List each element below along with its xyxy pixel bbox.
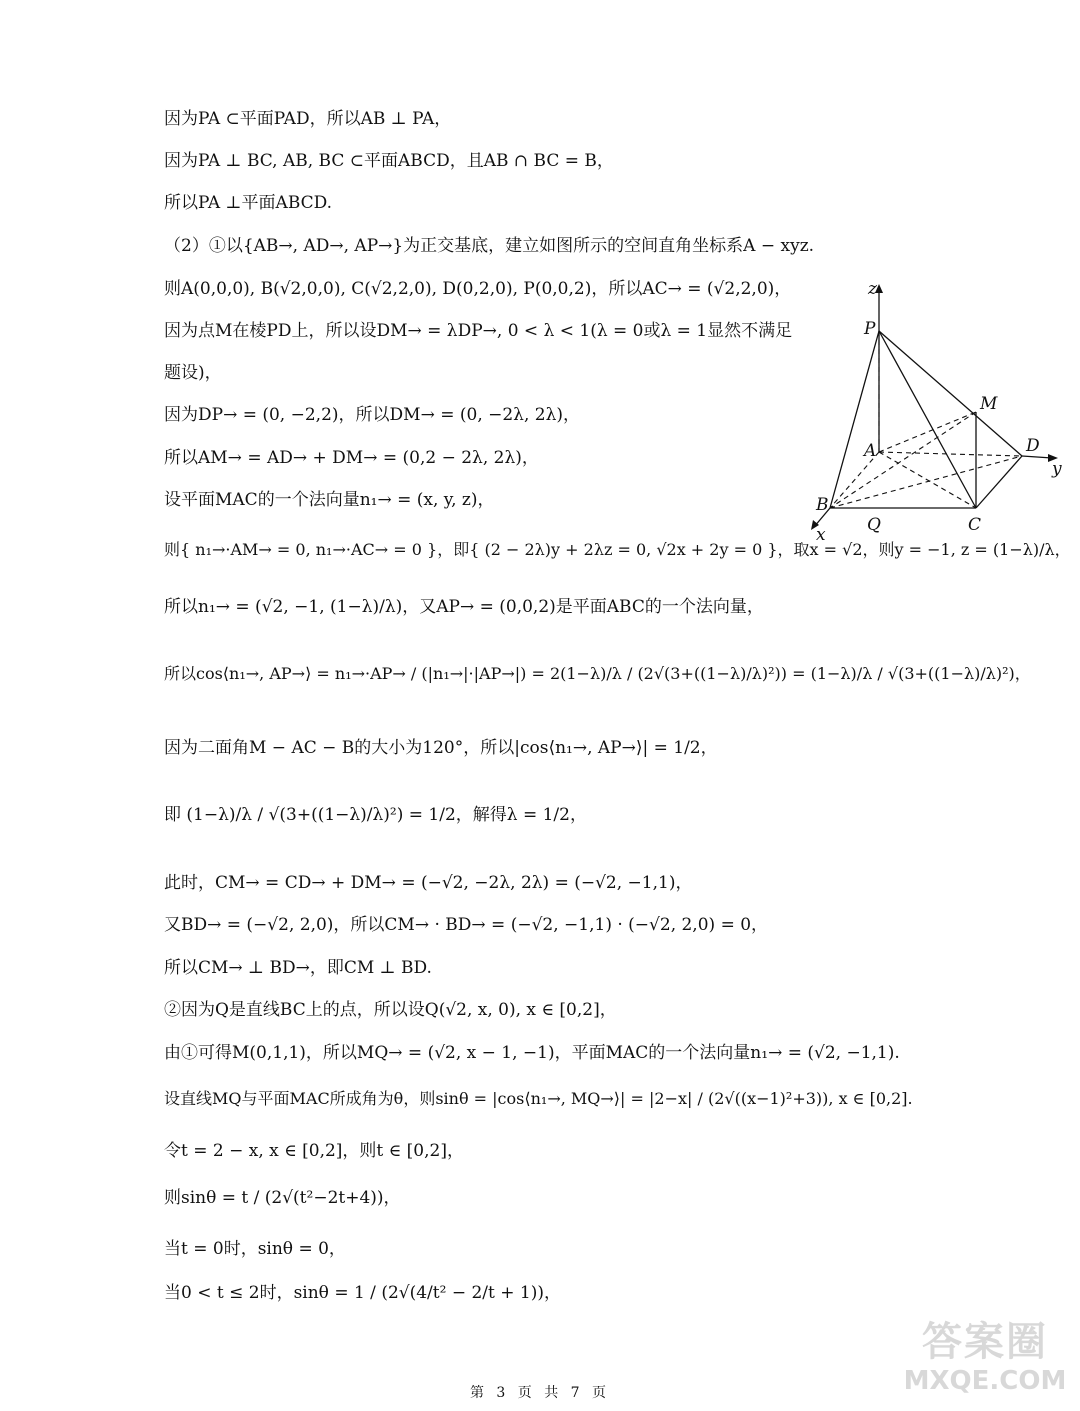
geometry-figure [800, 278, 1080, 550]
text-line: 设平面MAC的一个法向量n₁→ = (x, y, z)， [164, 490, 495, 510]
text-line: 题设)， [164, 363, 222, 383]
text-line: 则sinθ = t / (2√(t²−2t+4))， [164, 1188, 401, 1208]
watermark-site: MXQE.COM [903, 1366, 1067, 1396]
text-line: （2）①以{AB→, AD→, AP→}为正交基底，建立如图所示的空间直角坐标系A − xyz. [164, 236, 815, 256]
text-line: 则A(0,0,0), B(√2,0,0), C(√2,2,0), D(0,2,0), P(0,0,2)，所以AC→ = (√2,2,0)， [164, 279, 792, 299]
text-line: 令t = 2 − x, x ∈ [0,2]，则t ∈ [0,2]， [164, 1141, 464, 1161]
watermark-logo-text: 答案圈 [922, 1319, 1048, 1365]
watermark [900, 1318, 1070, 1396]
text-line: 由①可得M(0,1,1)，所以MQ→ = (√2, x − 1, −1)，平面MAC的一个法向量n₁→ = (√2, −1,1). [164, 1043, 900, 1063]
dashed-AC [879, 452, 976, 508]
label-B: B [816, 495, 829, 515]
text-line: 所以cos⟨n₁→, AP→⟩ = n₁→·AP→ / (|n₁→|·|AP→|) = 2(1−λ)/λ / (2√(3+((1−λ)/λ)²)) = (1−λ)/λ / √(3+((1−λ)/λ)²)， [164, 664, 1031, 683]
text-line: 此时，CM→ = CD→ + DM→ = (−√2, −2λ, 2λ) = (−√2, −1,1)， [164, 873, 693, 893]
text-line: 所以n₁→ = (√2, −1, (1−λ)/λ)，又AP→ = (0,0,2)是平面ABC的一个法向量， [164, 597, 764, 617]
label-y: y [1052, 459, 1062, 479]
dashed-MB [830, 412, 976, 508]
text-line: 当t = 0时，sinθ = 0， [164, 1239, 346, 1259]
label-Q: Q [867, 515, 881, 535]
label-x: x [816, 525, 826, 545]
text-line: 又BD→ = (−√2, 2,0)，所以CM→ · BD→ = (−√2, −1,1) · (−√2, 2,0) = 0， [164, 915, 769, 935]
text-line: 因为DP→ = (0, −2,2)，所以DM→ = (0, −2λ, 2λ)， [164, 405, 580, 425]
edge-CD [976, 456, 1022, 508]
page-number: 第 3 页 共 7 页 [469, 1385, 611, 1401]
text-line: 因为点M在棱PD上，所以设DM→ = λDP→, 0 < λ < 1(λ = 0或λ = 1显然不满足 [164, 321, 793, 341]
edge-PB [830, 331, 879, 508]
text-line: 因为二面角M − AC − B的大小为120°，所以|cos⟨n₁→, AP→⟩| = 1/2， [164, 738, 718, 758]
text-line: ②因为Q是直线BC上的点，所以设Q(√2, x, 0), x ∈ [0,2]， [164, 1000, 617, 1020]
text-line: 即 (1−λ)/λ / √(3+((1−λ)/λ)²) = 1/2，解得λ = 1/2， [164, 805, 587, 825]
dashed-AM [879, 412, 976, 452]
label-D: D [1026, 436, 1040, 456]
label-M: M [980, 394, 998, 414]
edge-PD [879, 331, 1022, 456]
label-A: A [864, 441, 877, 461]
label-C: C [968, 515, 982, 535]
text-line: 所以PA ⊥平面ABCD. [164, 193, 333, 213]
text-line: 则{ n₁→·AM→ = 0, n₁→·AC→ = 0 }，即{ (2 − 2λ)y + 2λz = 0, √2x + 2y = 0 }，取x = √2，则y = −1, z = (1−λ)/λ， [164, 540, 1071, 559]
text-line: 所以CM→ ⊥ BD→，即CM ⊥ BD. [164, 958, 432, 978]
dashed-AD [879, 452, 1022, 456]
text-line: 因为PA ⊥ BC, AB, BC ⊂平面ABCD，且AB ∩ BC = B， [164, 151, 614, 171]
text-line: 设直线MQ与平面MAC所成角为θ，则sinθ = |cos⟨n₁→, MQ→⟩| = |2−x| / (2√((x−1)²+3)), x ∈ [0,2]. [164, 1089, 913, 1108]
text-line: 因为PA ⊂平面PAD，所以AB ⊥ PA， [164, 109, 452, 129]
text-line: 所以AM→ = AD→ + DM→ = (0,2 − 2λ, 2λ)， [164, 448, 539, 468]
text-line: 当0 < t ≤ 2时，sinθ = 1 / (2√(4/t² − 2/t + 1))， [164, 1283, 561, 1303]
y-axis [1022, 456, 1052, 458]
label-z: z [868, 279, 877, 299]
dashed-BD [830, 456, 1022, 508]
label-P: P [864, 319, 876, 339]
